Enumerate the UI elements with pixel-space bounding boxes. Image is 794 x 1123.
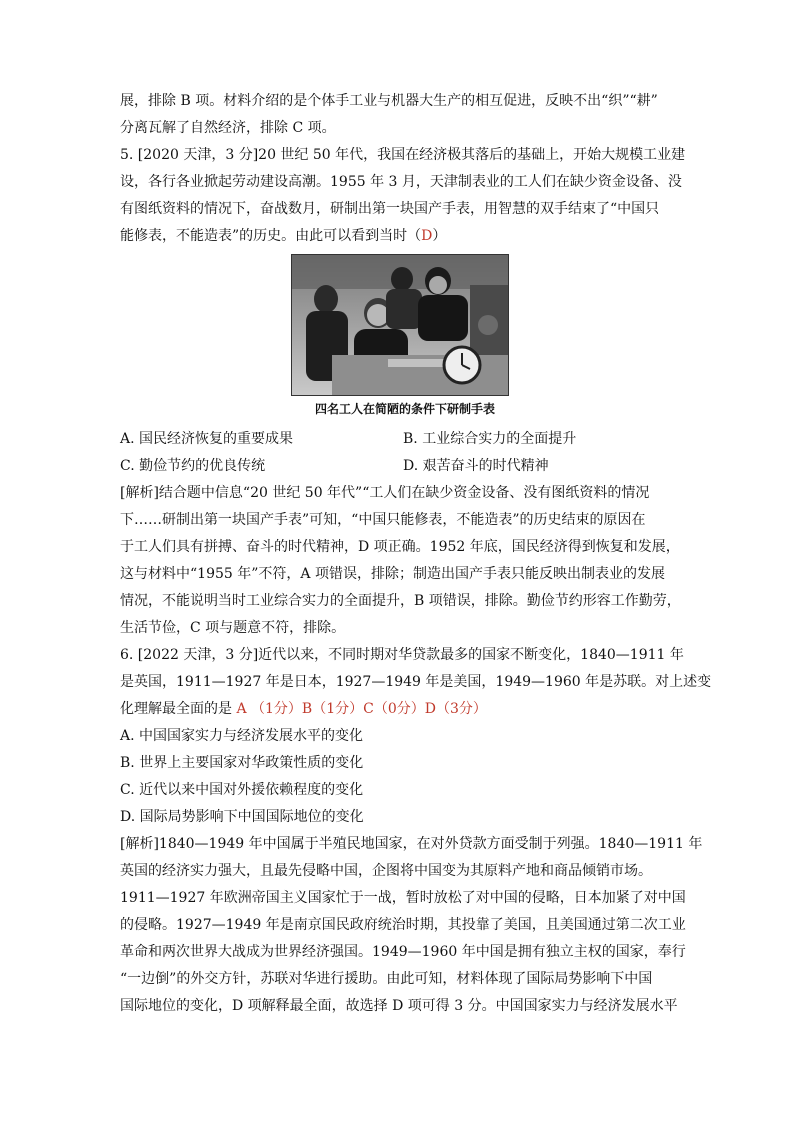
question-5 bbox=[120, 142, 686, 642]
analysis-line: 国际地位的变化，D 项解释最全面，故选择 D 项可得 3 分。中国国家实力与经济发展水平 bbox=[120, 998, 678, 1014]
stem-close: ） bbox=[432, 228, 447, 244]
analysis-line: 革命和两次世界大战成为世界经济强国。1949—1960 年中国是拥有独立主权的国家，奉行 bbox=[120, 944, 686, 960]
option-d: D. 国际局势影响下中国国际地位的变化 bbox=[120, 809, 364, 825]
option-a: A. 国民经济恢复的重要成果 bbox=[120, 431, 294, 447]
question-5-stem-line: 有图纸资料的情况下，奋战数月，研制出第一块国产手表，用智慧的双手结束了“中国只 bbox=[120, 201, 660, 217]
question-5-stem-line: 5. [2020 天津，3 分]20 世纪 50 年代，我国在经济极其落后的基础上，开始大规模工业建 bbox=[120, 147, 686, 163]
analysis-line: 于工人们具有拼搏、奋斗的时代精神，D 项正确。1952 年底，国民经济得到恢复和发展， bbox=[120, 539, 680, 555]
analysis-line: 英国的经济实力强大，且最先侵略中国，企图将中国变为其原料产地和商品倾销市场。 bbox=[120, 863, 652, 879]
analysis-line: “一边倒”的外交方针，苏联对华进行援助。由此可知，材料体现了国际局势影响下中国 bbox=[120, 971, 653, 987]
workers-photo-illustration bbox=[292, 255, 508, 395]
workers-photo bbox=[291, 254, 509, 396]
analysis-line: 情况，不能说明当时工业综合实力的全面提升，B 项错误，排除。勤俭节约形容工作勤劳， bbox=[120, 593, 681, 609]
option-b: B. 世界上主要国家对华政策性质的变化 bbox=[120, 755, 364, 771]
photo-figure bbox=[120, 254, 680, 418]
prev-analysis-continued bbox=[120, 88, 680, 142]
analysis-line: 这与材料中“1955 年”不符，A 项错误，排除；制造出国产手表只能反映出制表业的发展 bbox=[120, 566, 665, 582]
question-6-stem-line: 是英国，1911—1927 年是日本，1927—1949 年是美国，1949—1960 年是苏联。对上述变 bbox=[120, 674, 712, 690]
option-row bbox=[120, 453, 680, 480]
option-row bbox=[120, 426, 680, 453]
option-a: A. 中国国家实力与经济发展水平的变化 bbox=[120, 728, 364, 744]
question-6-stem-line: 6. [2022 天津，3 分]近代以来，不同时期对华贷款最多的国家不断变化，1840—1911 年 bbox=[120, 647, 684, 663]
analysis-line: 1911—1927 年欧洲帝国主义国家忙于一战，暂时放松了对中国的侵略，日本加紧了对中国 bbox=[120, 890, 686, 906]
analysis-line: 的侵略。1927—1949 年是南京国民政府统治时期，其投靠了美国，且美国通过第二次工业 bbox=[120, 917, 686, 933]
question-6-analysis bbox=[120, 831, 703, 1020]
stem-text: 化理解最全面的是 bbox=[120, 701, 232, 717]
option-b: B. 工业综合实力的全面提升 bbox=[403, 431, 577, 447]
answer-scores: A （1分）B（1分）C（0分）D（3分） bbox=[236, 701, 487, 717]
question-5-stem-line: 设，各行各业掀起劳动建设高潮。1955 年 3 月，天津制表业的工人们在缺少资金设备、没 bbox=[120, 174, 682, 190]
question-5-stem-last-line bbox=[120, 223, 680, 250]
question-6 bbox=[120, 642, 712, 1020]
analysis-line: [解析]结合题中信息“20 世纪 50 年代”“工人们在缺少资金设备、没有图纸资料的情况 bbox=[120, 485, 650, 501]
option-c: C. 勤俭节约的优良传统 bbox=[120, 458, 266, 474]
question-6-answer-line bbox=[120, 696, 680, 723]
question-5-options bbox=[120, 426, 680, 480]
photo-caption: 四名工人在简陋的条件下研制手表 bbox=[314, 402, 495, 416]
document-page bbox=[120, 88, 712, 1020]
stem-text: 能修表，不能造表”的历史。由此可以看到当时（ bbox=[120, 228, 422, 244]
option-d: D. 艰苦奋斗的时代精神 bbox=[403, 458, 549, 474]
text-line: 展，排除 B 项。材料介绍的是个体手工业与机器大生产的相互促进，反映不出“织”“耕” bbox=[120, 93, 658, 109]
answer-mark: D bbox=[421, 228, 433, 244]
option-c: C. 近代以来中国对外援依赖程度的变化 bbox=[120, 782, 364, 798]
analysis-line: 下……研制出第一块国产手表”可知，“中国只能修表，不能造表”的历史结束的原因在 bbox=[120, 512, 646, 528]
analysis-line: [解析]1840—1949 年中国属于半殖民地国家，在对外贷款方面受制于列强。1840—1911 年 bbox=[120, 836, 703, 852]
question-5-analysis bbox=[120, 480, 680, 642]
analysis-line: 生活节俭，C 项与题意不符，排除。 bbox=[120, 620, 346, 636]
text-line: 分离瓦解了自然经济，排除 C 项。 bbox=[120, 120, 336, 136]
